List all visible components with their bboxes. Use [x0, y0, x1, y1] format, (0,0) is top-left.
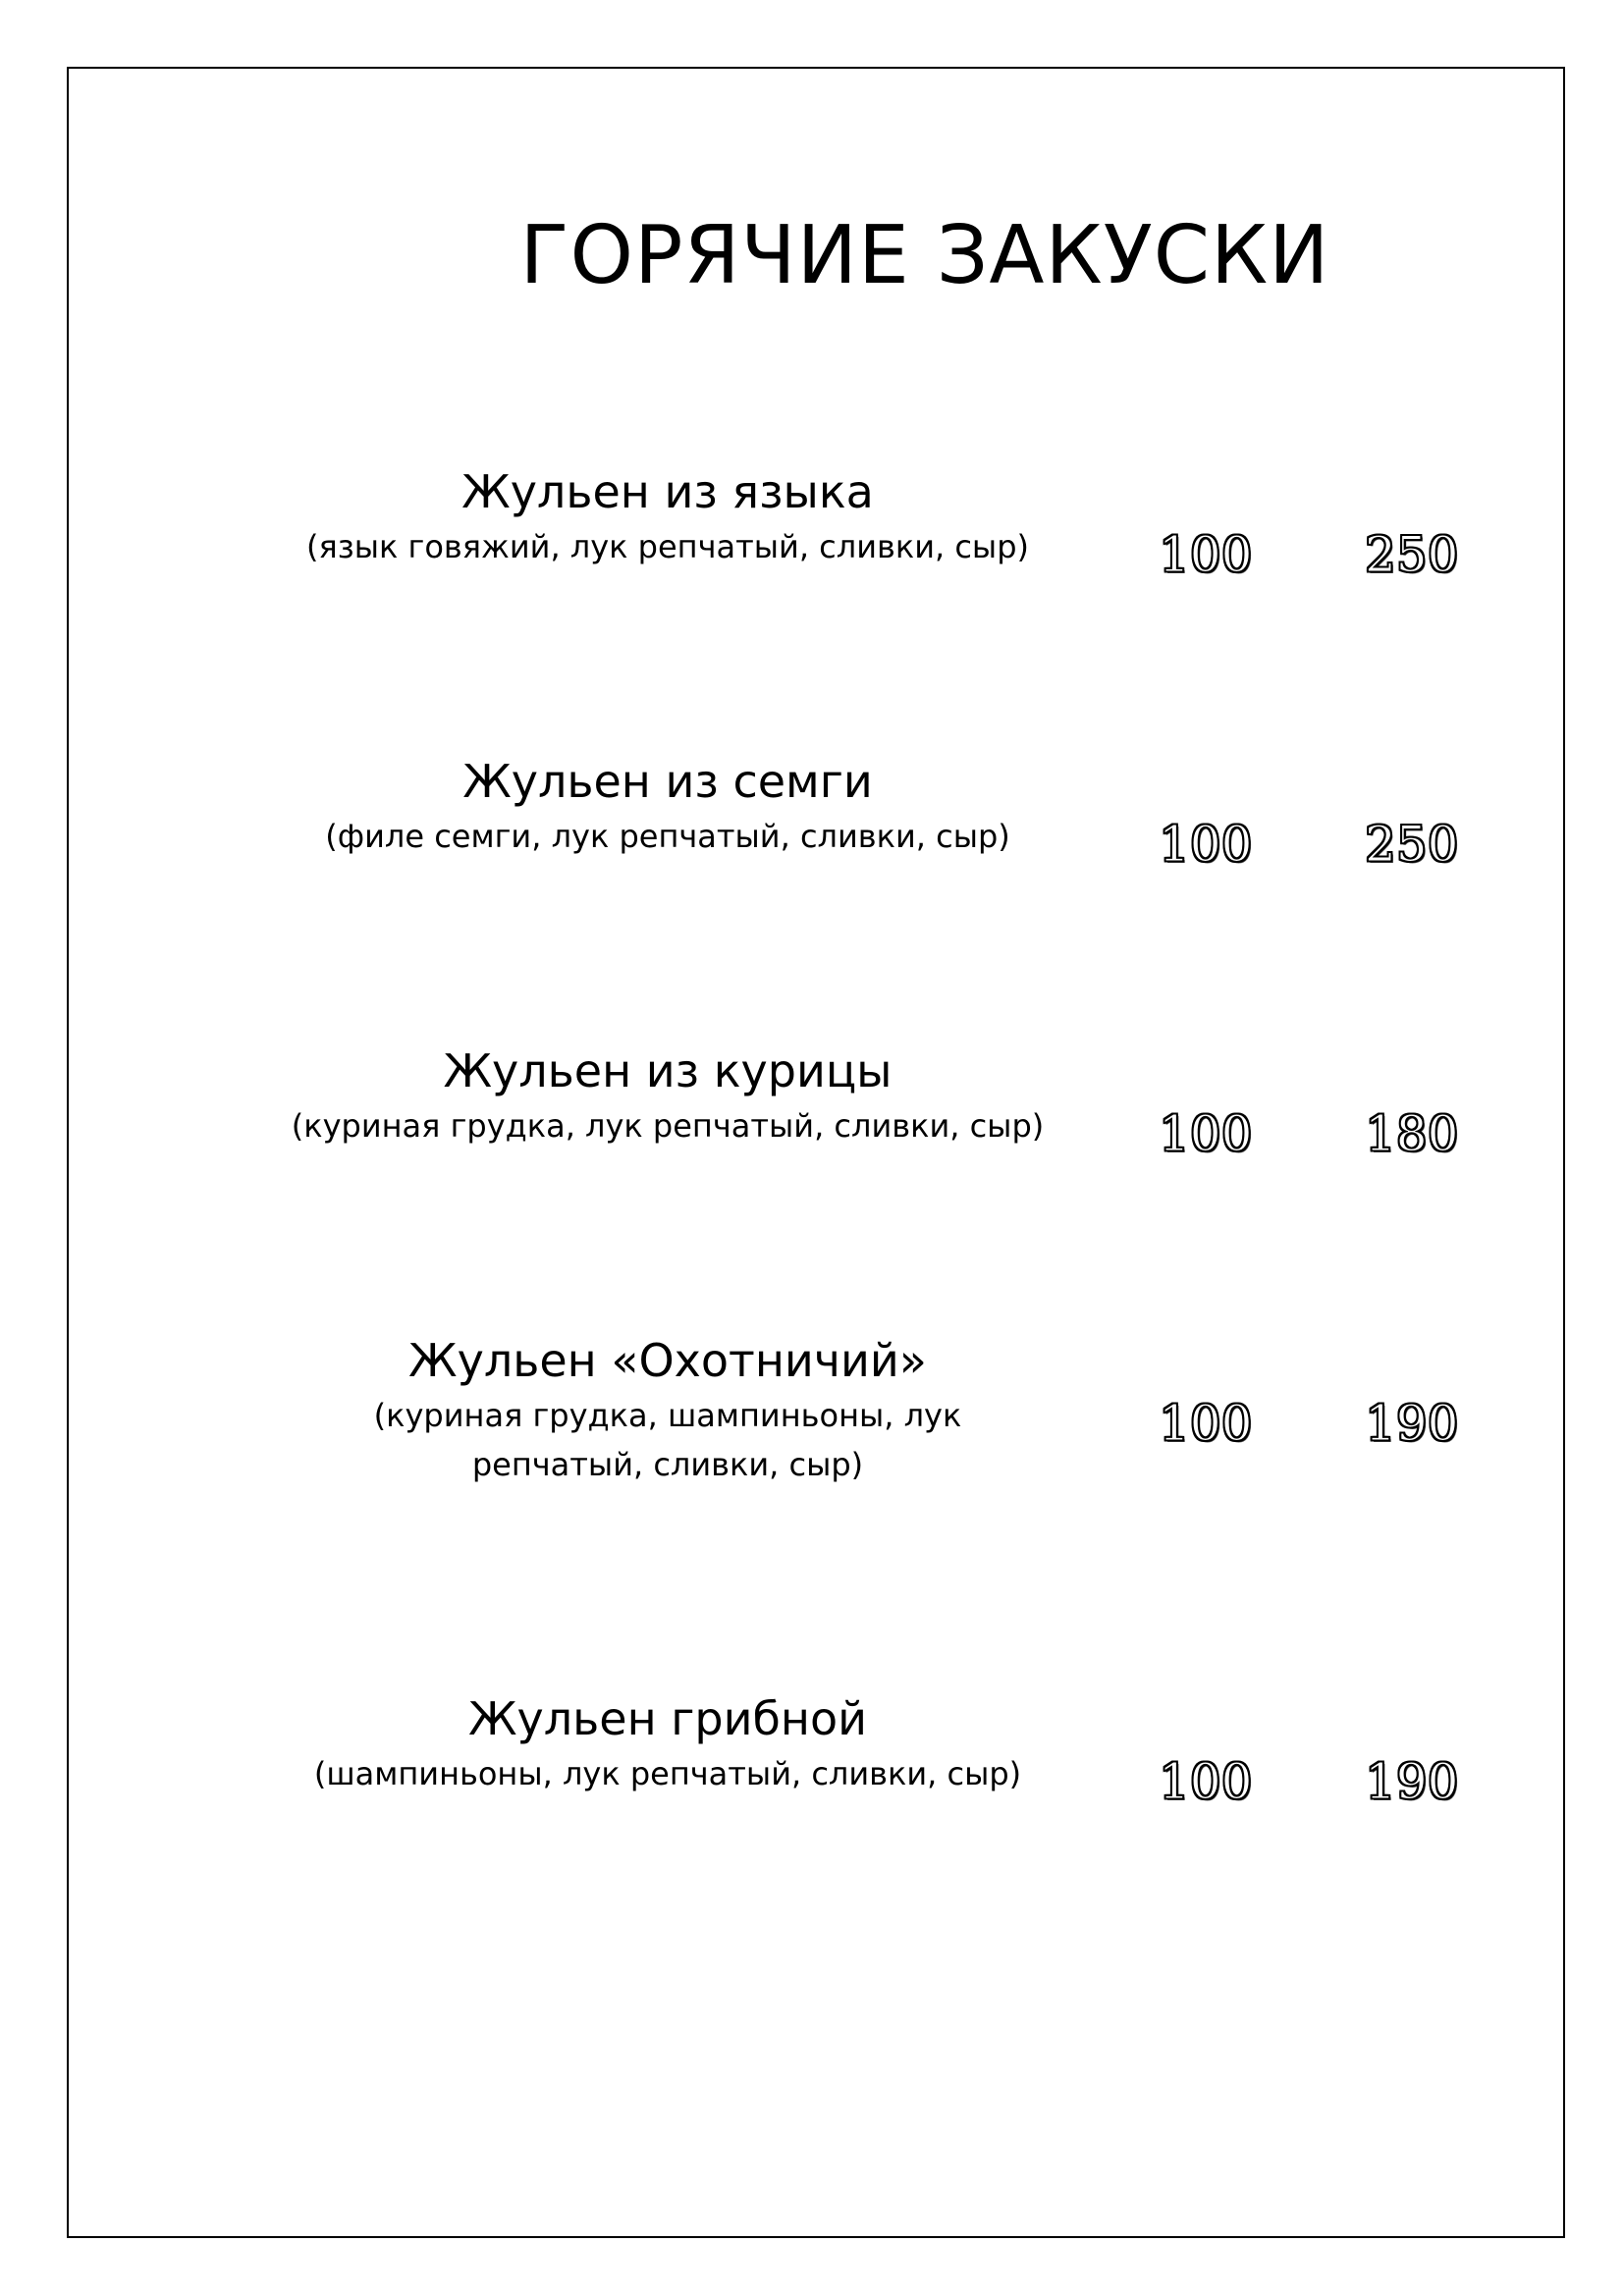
menu-item-text [236, 461, 1100, 571]
menu-item-description: (филе семги, лук репчатый, сливки, сыр) [325, 818, 1010, 855]
page-border [67, 67, 1565, 2238]
menu-item-name: Жульен из курицы [443, 1044, 893, 1097]
menu-item-description: (куриная грудка, шампиньоны, лук репчатый, сливки, сыр) [373, 1397, 962, 1483]
menu-item-name: Жульен из языка [461, 465, 874, 518]
menu-item-weight: 100 [1159, 1105, 1253, 1162]
menu-item-text [236, 751, 1100, 861]
menu-item-weight: 100 [1159, 1753, 1253, 1810]
menu-item-description: (язык говяжий, лук репчатый, сливки, сыр) [306, 528, 1029, 565]
menu-item-name: Жульен грибной [467, 1692, 868, 1745]
menu-item-weight: 100 [1159, 1395, 1253, 1452]
menu-item-price: 250 [1365, 816, 1459, 873]
menu-item-name: Жульен из семги [462, 755, 873, 808]
menu-item-text [236, 1688, 1100, 1798]
menu-item-weight: 100 [1159, 526, 1253, 583]
menu-item-description: (шампиньоны, лук репчатый, сливки, сыр) [313, 1755, 1022, 1792]
menu-item-name: Жульен «Охотничий» [408, 1334, 927, 1387]
menu-item-price: 190 [1365, 1395, 1459, 1452]
menu-item-weight: 100 [1159, 816, 1253, 873]
menu-item-price: 180 [1365, 1105, 1459, 1162]
menu-item-text [236, 1041, 1100, 1150]
page-title: ГОРЯЧИЕ ЗАКУСКИ [519, 208, 1330, 302]
menu-item-price: 250 [1365, 526, 1459, 583]
menu-item-description: (куриная грудка, лук репчатый, сливки, сыр) [291, 1107, 1045, 1145]
menu-item-text [236, 1330, 1100, 1489]
menu-item-price: 190 [1365, 1753, 1459, 1810]
